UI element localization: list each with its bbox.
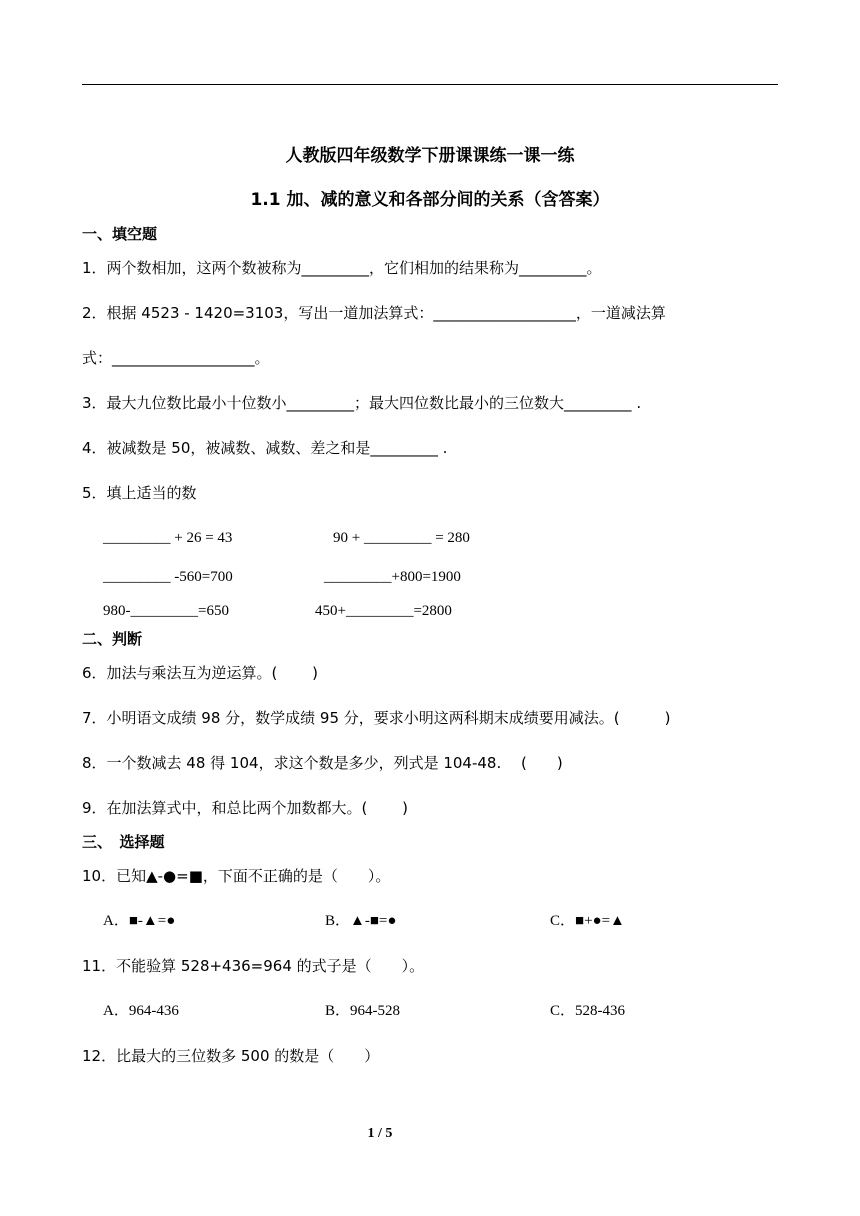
section-fill-blank: 一、填空题	[82, 225, 158, 243]
q5-item-6: 450+_________=2800	[315, 603, 452, 619]
q10-option-a: A．■-▲=●	[103, 913, 176, 929]
question-1: 1．两个数相加，这两个数被称为_________，它们相加的结果称为_________。	[82, 259, 602, 277]
document-title: 人教版四年级数学下册课课练一课一练	[285, 146, 575, 166]
q10-option-c: C．■+●=▲	[550, 913, 625, 929]
q5-item-5: 980-_________=650	[103, 603, 229, 619]
q5-item-4: _________+800=1900	[324, 569, 461, 585]
question-8: 8．一个数减去 48 得 104，求这个数是多少，列式是 104-48. ( )	[82, 754, 563, 772]
page-number: 1 / 5	[367, 1126, 393, 1141]
question-11: 11．不能验算 528+436=964 的式子是（ ）。	[82, 957, 425, 975]
section-judgement: 二、判断	[82, 630, 143, 648]
q11-option-b: B．964-528	[325, 1003, 401, 1019]
question-6: 6．加法与乘法互为逆运算。( )	[82, 664, 319, 682]
question-9: 9．在加法算式中，和总比两个加数都大。( )	[82, 799, 409, 817]
header-rule	[82, 84, 778, 85]
question-7: 7．小明语文成绩 98 分，数学成绩 95 分，要求小明这两科期末成绩要用减法。( )	[82, 709, 671, 727]
question-4: 4．被减数是 50，被减数、减数、差之和是_________ .	[82, 439, 448, 457]
question-10: 10．已知▲-●=■，下面不正确的是（ ）。	[82, 867, 391, 885]
q11-option-a: A．964-436	[103, 1003, 179, 1019]
question-5: 5．填上适当的数	[82, 484, 197, 502]
question-3: 3．最大九位数比最小十位数小_________；最大四位数比最小的三位数大_________ .	[82, 394, 642, 412]
q11-option-c: C．528-436	[550, 1003, 626, 1019]
document-subtitle: 1.1 加、减的意义和各部分间的关系（含答案）	[250, 190, 610, 210]
question-12: 12．比最大的三位数多 500 的数是（ ）	[82, 1047, 380, 1065]
q10-option-b: B．▲-■=●	[325, 913, 397, 929]
section-multiple-choice: 三、 选择题	[82, 833, 165, 851]
q5-item-2: 90 + _________ = 280	[333, 530, 470, 546]
question-2-line-1: 2．根据 4523 - 1420=3103，写出一道加法算式：___________________，一道减法算	[82, 304, 666, 322]
question-2-line-2: 式：___________________。	[82, 349, 270, 367]
q5-item-3: _________ -560=700	[103, 569, 233, 585]
q5-item-1: _________ + 26 = 43	[103, 530, 233, 546]
